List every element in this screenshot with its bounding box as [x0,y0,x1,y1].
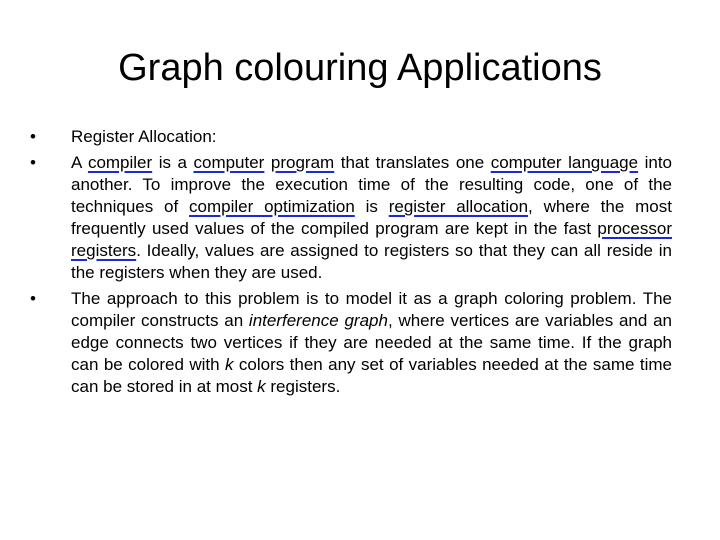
bullet-graph-coloring-approach [30,288,672,398]
link-computer-language[interactable]: computer language [490,153,639,172]
emphasis-k: k [224,355,234,374]
bullet-text: colors then any set of variables needed at the same time can be stored in at most [71,355,672,396]
link-compiler-optimization[interactable]: compiler optimization [189,197,355,216]
bullet-text: that translates one [334,153,491,172]
bullet-text: registers. [265,377,341,396]
bullet-text: , where vertices are variables and an edge connects two vertices if they are needed at the same time. If the graph can be colored with [71,311,673,374]
bullet-marker: • [30,127,36,146]
link-computer[interactable]: computer [193,153,265,172]
bullet-text: . Ideally, values are assigned to registers so that they can all reside in the registers when they are used. [71,241,672,282]
bullet-compiler-description [30,152,672,284]
bullet-text: The approach to this problem is to model it as a graph coloring problem. The compiler constructs an [71,289,672,330]
bullet-register-allocation [30,126,672,148]
bullet-text: into another. To improve the execution time of the resulting code, one of the techniques of [71,153,673,216]
bullet-text: , where the most frequently used values of the compiled program are kept in the fast [71,197,672,238]
link-compiler[interactable]: compiler [87,153,153,172]
link-processor-registers[interactable]: processor registers [71,219,672,260]
bullet-text: Register Allocation: [71,127,217,146]
bullet-text: is [354,197,389,216]
bullet-text: A [71,153,88,172]
bullet-marker: • [30,289,36,308]
link-register-allocation[interactable]: register allocation [388,197,529,216]
link-program[interactable]: program [270,153,335,172]
emphasis-k: k [257,377,266,396]
bullet-list [30,126,672,402]
bullet-marker: • [30,153,36,172]
slide-title: Graph colouring Applications [118,47,602,89]
emphasis-interference-graph: interference graph [248,311,388,330]
bullet-text: is a [152,153,194,172]
